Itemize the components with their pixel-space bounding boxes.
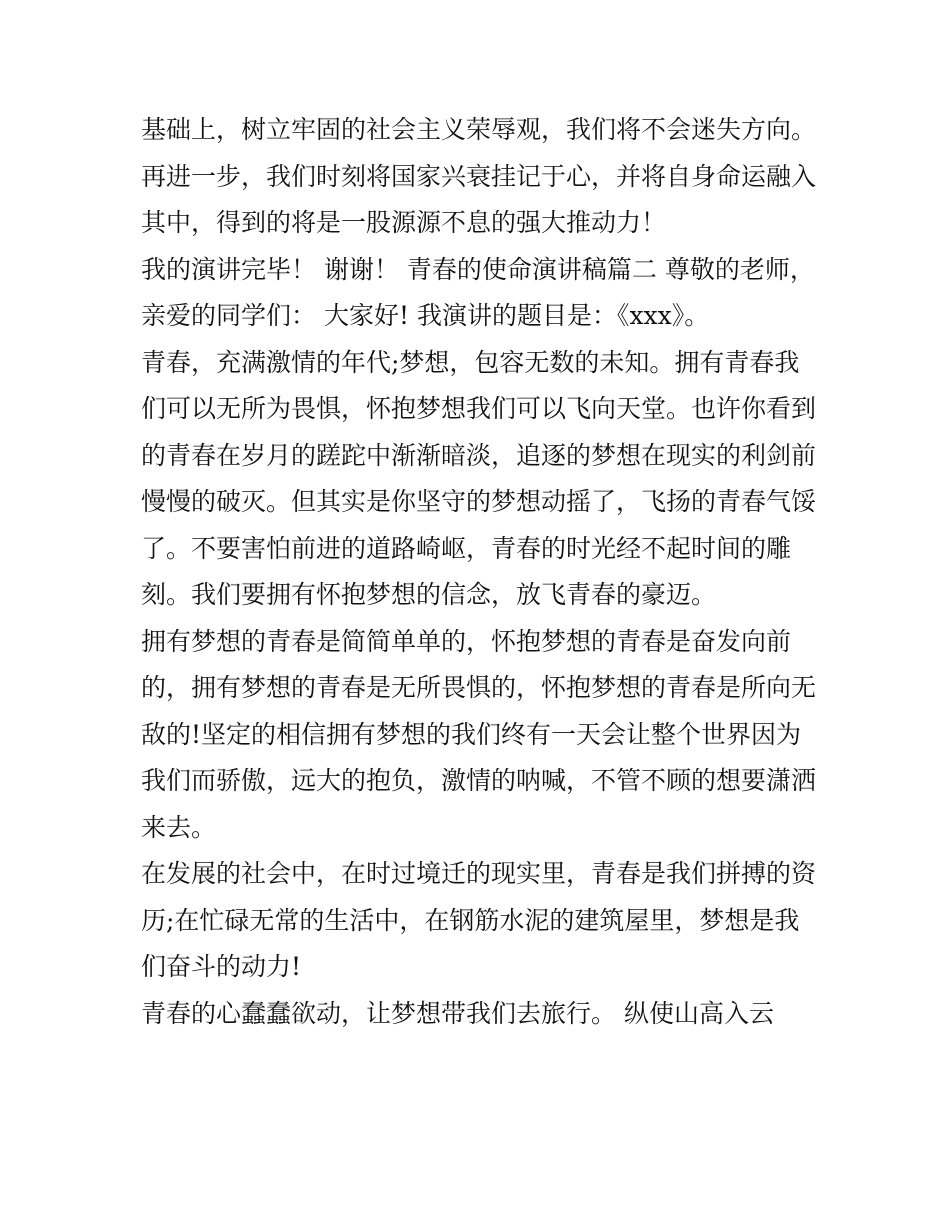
text-line: 我的演讲完毕！ 谢谢！ 青春的使命演讲稿篇二 尊敬的老师， [141, 254, 815, 284]
text-line: 的青春在岁月的蹉跎中渐渐暗淡，追逐的梦想在现实的利剑前 [141, 440, 817, 470]
text-line: 们可以无所为畏惧，怀抱梦想我们可以飞向天堂。也许你看到 [141, 394, 817, 423]
document-body [141, 107, 821, 1037]
text-line: 的，拥有梦想的青春是无所畏惧的，怀抱梦想的青春是所向无 [141, 673, 817, 702]
text-line: 拥有梦想的青春是简简单单的，怀抱梦想的青春是奋发向前 [141, 626, 792, 656]
text-line: 基础上，树立牢固的社会主义荣辱观，我们将不会迷失方向。 [141, 115, 817, 144]
text-line: 刻。我们要拥有怀抱梦想的信念，放飞青春的豪迈。 [141, 580, 717, 609]
text-line: 慢慢的破灭。但其实是你坚守的梦想动摇了，飞扬的青春气馁 [141, 487, 817, 516]
text-line: 我们而骄傲，远大的抱负，激情的呐喊，不管不顾的想要潇洒 [141, 766, 817, 795]
text-line: 了。不要害怕前进的道路崎岖，青春的时光经不起时间的雕 [141, 533, 792, 563]
text-line: 青春，充满激情的年代;梦想，包容无数的未知。拥有青春我 [141, 347, 800, 377]
text-line: 青春的心蠢蠢欲动，让梦想带我们去旅行。 纵使山高入云 [141, 998, 774, 1028]
text-line: 亲爱的同学们： 大家好! 我演讲的题目是：《xxx》。 [141, 301, 710, 330]
text-line: 们奋斗的动力! [141, 952, 302, 981]
text-line: 敌的!坚定的相信拥有梦想的我们终有一天会让整个世界因为 [141, 719, 802, 749]
text-line: 在发展的社会中，在时过境迁的现实里，青春是我们拼搏的资 [141, 859, 817, 888]
text-line: 历;在忙碌无常的生活中，在钢筋水泥的建筑屋里，梦想是我 [141, 905, 800, 935]
text-line: 来去。 [141, 812, 217, 842]
text-line: 其中，得到的将是一股源源不息的强大推动力！ [141, 208, 667, 237]
text-line: 再进一步，我们时刻将国家兴衰挂记于心，并将自身命运融入 [141, 161, 817, 191]
